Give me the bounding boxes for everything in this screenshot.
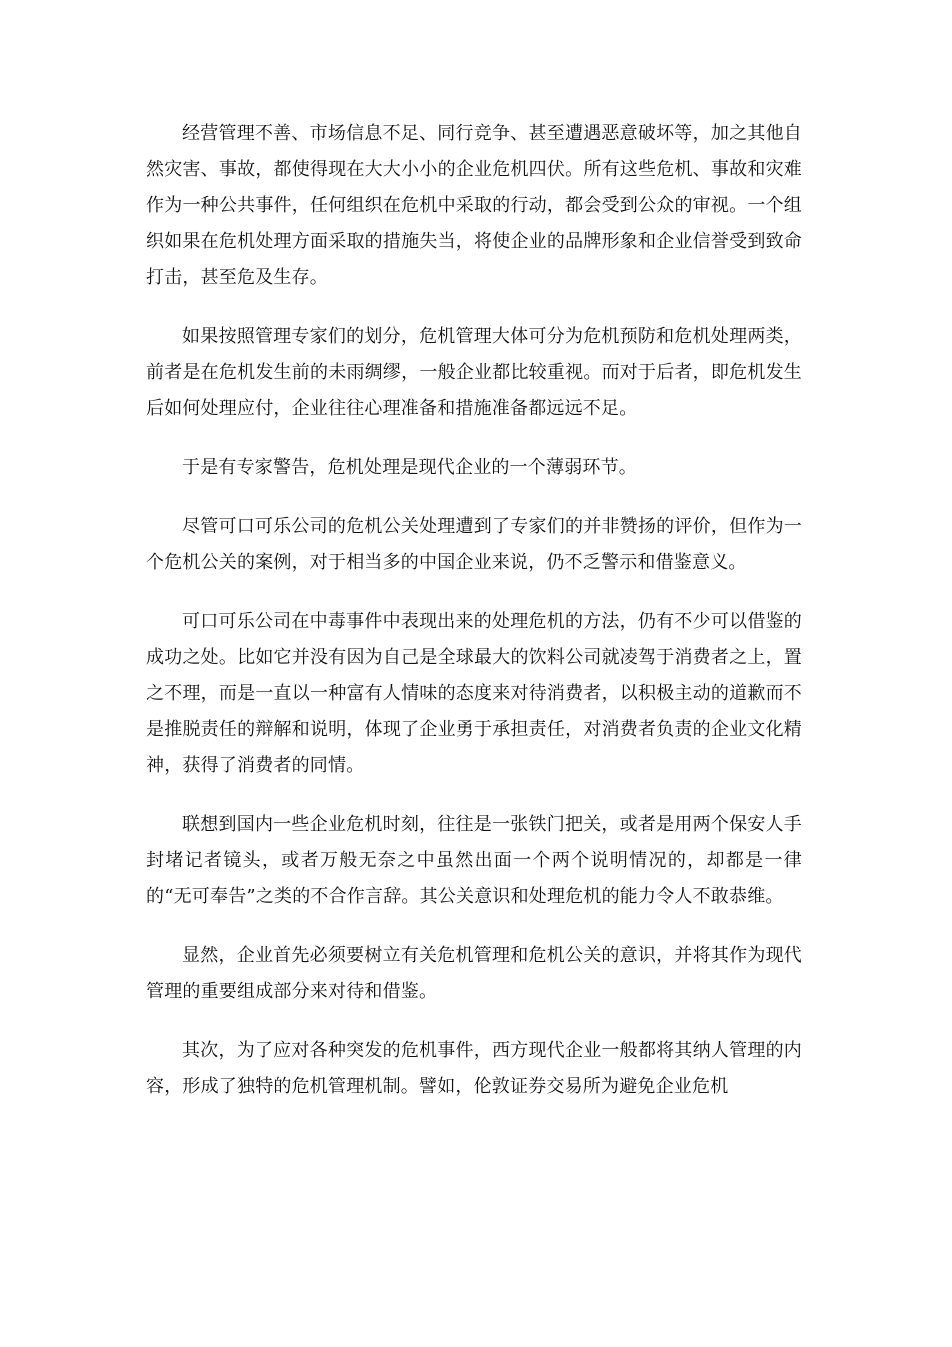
paragraph-2: 如果按照管理专家们的划分，危机管理大体可分为危机预防和危机处理两类，前者是在危机发生前的未雨绸缪，一般企业都比较重视。而对于后者，即危机发生后如何处理应付，企业往往心理准备和措施准备都远远不足。 (146, 326, 802, 419)
paragraph-8: 其次，为了应对各种突发的危机事件，西方现代企业一般都将其纳人管理的内容，形成了独特的危机管理机制。譬如，伦敦证券交易所为避免企业危机 (146, 1040, 802, 1097)
paragraph-7: 显然，企业首先必须要树立有关危机管理和危机公关的意识，并将其作为现代管理的重要组成部分来对待和借鉴。 (146, 945, 802, 1002)
paragraph-6: 联想到国内一些企业危机时刻，往往是一张铁门把关，或者是用两个保安人手封堵记者镜头，或者万般无奈之中虽然出面一个两个说明情况的，却都是一律的“无可奉告”之类的不合作言辞。其公关意识和处理危机的能力令人不敢恭维。 (146, 814, 802, 907)
paragraph-3: 于是有专家警告，危机处理是现代企业的一个薄弱环节。 (182, 457, 637, 478)
document-body (146, 116, 802, 1128)
paragraph-5: 可口可乐公司在中毒事件中表现出来的处理危机的方法，仍有不少可以借鉴的成功之处。比如它并没有因为自己是全球最大的饮料公司就凌驾于消费者之上，置之不理，而是一直以一种富有人情味的态度来对待消费者，以积极主动的道歉而不是推脱责任的辩解和说明，体现了企业勇于承担责任，对消费者负责的企业文化精神，获得了消费者的同情。 (146, 611, 802, 776)
paragraph-4: 尽管可口可乐公司的危机公关处理遭到了专家们的并非赞扬的评价，但作为一个危机公关的案例，对于相当多的中国企业来说，仍不乏警示和借鉴意义。 (146, 516, 802, 573)
paragraph-1: 经营管理不善、市场信息不足、同行竞争、甚至遭遇恶意破坏等，加之其他自然灾害、事故，都使得现在大大小小的企业危机四伏。所有这些危机、事故和灾难作为一种公共事件，任何组织在危机中采取的行动，都会受到公众的审视。一个组织如果在危机处理方面采取的措施失当，将使企业的品牌形象和企业信誉受到致命打击，甚至危及生存。 (146, 123, 802, 288)
